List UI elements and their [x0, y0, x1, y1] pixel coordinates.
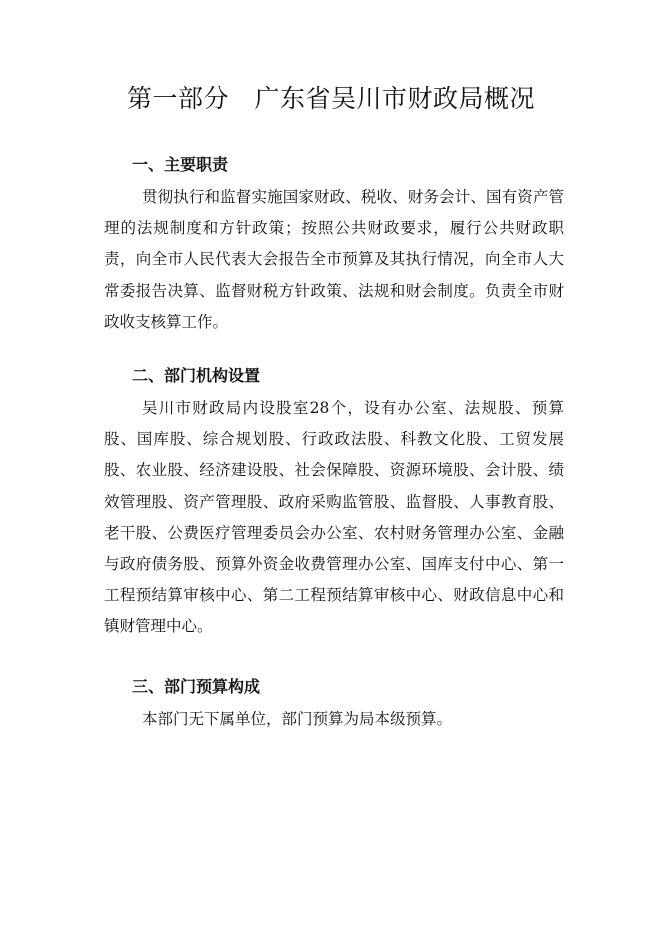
section-department-structure: [104, 364, 564, 643]
section-paragraph: 贯彻执行和监督实施国家财政、税收、财务会计、国有资产管理的法规制度和方针政策；按照公共财政要求，履行公共财政职责，向全市人民代表大会报告全市预算及其执行情况，向全市人大常委报告决算、监督财税方针政策、法规和财会制度。负责全市财政收支核算工作。: [104, 188, 564, 331]
section-paragraph: 吴川市财政局内设股室28个，设有办公室、法规股、预算股、国库股、综合规划股、行政政法股、科教文化股、工贸发展股、农业股、经济建设股、社会保障股、资源环境股、会计股、绩效管理股、资产管理股、政府采购监管股、监督股、人事教育股、老干股、公费医疗管理委员会办公室、农村财务管理办公室、金融与政府债务股、预算外资金收费管理办公室、国库支付中心、第一工程预结算审核中心、第二工程预结算审核中心、财政信息中心和镇财管理中心。: [104, 399, 564, 636]
section-heading: 一、主要职责: [132, 155, 229, 174]
section-main-duties: [104, 153, 564, 338]
section-budget-composition: [104, 675, 564, 735]
section-paragraph: 本部门无下属单位，部门预算为局本级预算。: [142, 710, 453, 728]
section-heading: 二、部门机构设置: [132, 366, 261, 385]
page-title: 第一部分 广东省吴川市财政局概况: [126, 84, 535, 113]
section-heading: 三、部门预算构成: [132, 677, 261, 696]
